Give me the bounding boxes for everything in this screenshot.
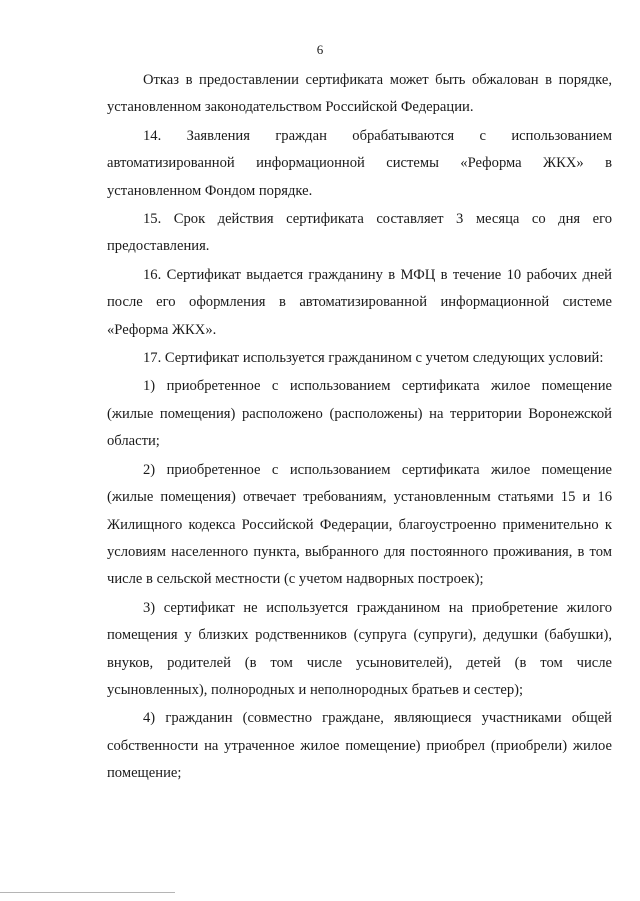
paragraph-appeal: Отказ в предоставлении сертификата может быть обжалован в порядке, установленном законодательством Российской Федерации. <box>107 72 612 116</box>
paragraph-17-item-1: 1) приобретенное с использованием сертификата жилое помещение (жилые помещения) расположено (расположены) на территории Воронежской области; <box>107 378 612 450</box>
paragraph-17-item-2: 2) приобретенное с использованием сертификата жилое помещение (жилые помещения) отвечает требованиям, установленным статьями 15 и 16 Жилищного кодекса Российской Федерации, благоустроенно применительно к условиям населенного пункта, выбранного для постоянного проживания, в том числе в сельской местности (с учетом надворных построек); <box>107 461 612 588</box>
paragraph-14: 14. Заявления граждан обрабатываются с использованием автоматизированной информационной системы «Реформа ЖКХ» в установленном Фондом порядке. <box>107 127 612 199</box>
paragraph-17-item-3: 3) сертификат не используется гражданином на приобретение жилого помещения у близких родственников (супруга (супруги), дедушки (бабушки), внуков, родителей (в том числе усыновителей), детей (в том числе усыновленных), полнородных и неполнородных братьев и сестер); <box>107 599 612 698</box>
paragraph-17: 17. Сертификат используется гражданином с учетом следующих условий: <box>143 350 604 367</box>
paragraph-16: 16. Сертификат выдается гражданину в МФЦ в течение 10 рабочих дней после его оформления в автоматизированной информационной системе «Реформа ЖКХ». <box>107 266 612 338</box>
paragraph-15: 15. Срок действия сертификата составляет 3 месяца со дня его предоставления. <box>107 211 612 255</box>
page-number: 6 <box>316 42 324 57</box>
paragraph-17-item-4: 4) гражданин (совместно граждане, являющиеся участниками общей собственности на утраченное жилое помещение) приобрел (приобрели) жилое помещение; <box>107 710 612 782</box>
footer-divider <box>0 892 175 893</box>
document-body <box>107 67 612 789</box>
